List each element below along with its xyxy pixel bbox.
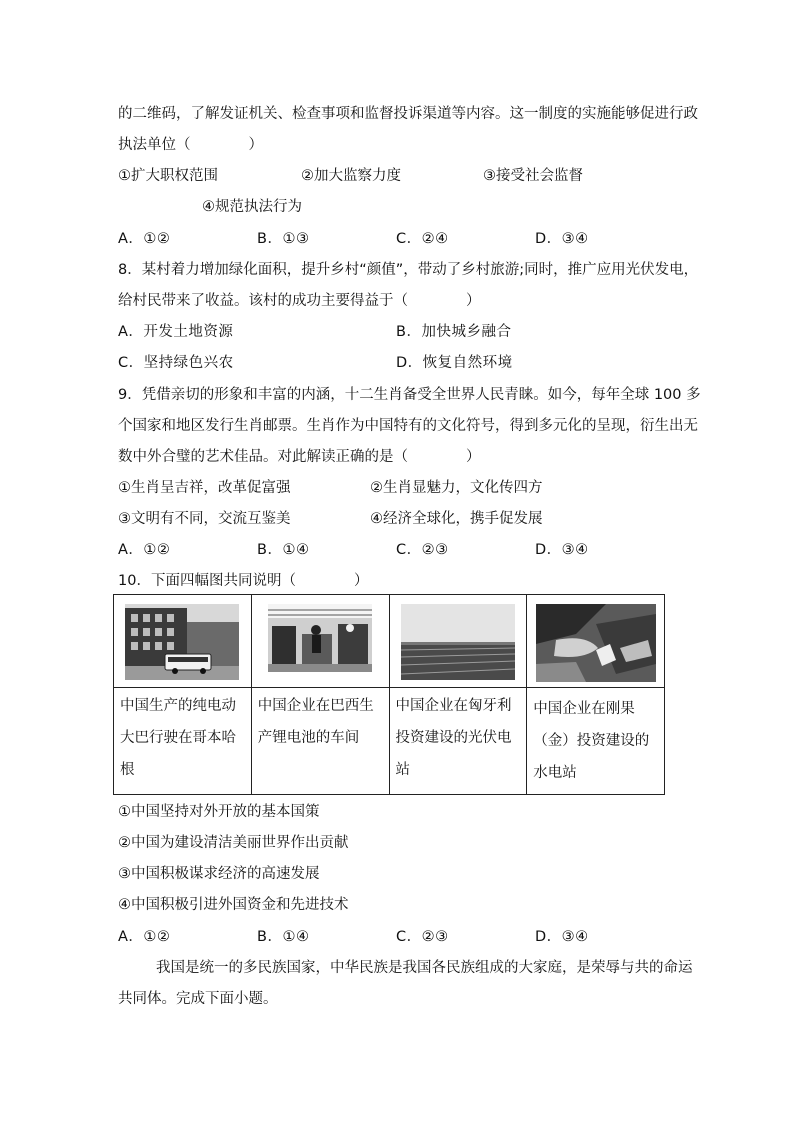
q8-option-b[interactable]: B．加快城乡融合 <box>396 324 512 340</box>
q10-statement-1: ①中国坚持对外开放的基本国策 <box>118 804 320 820</box>
q10-option-d[interactable]: D．③④ <box>535 929 589 945</box>
image-cell-battery-workshop <box>251 595 389 688</box>
q10-stem-line-1: 10．下面四幅图共同说明（ ） <box>118 573 369 589</box>
q10-statement-4: ④中国积极引进外国资金和先进技术 <box>118 897 349 913</box>
q8-option-a[interactable]: A．开发土地资源 <box>118 324 234 340</box>
q7-stem-line-1: 的二维码，了解发证机关、检查事项和监督投诉渠道等内容。这一制度的实施能够促进行政 <box>118 106 698 122</box>
q9-option-d[interactable]: D．③④ <box>535 542 589 558</box>
q9-statement-1: ①生肖呈吉祥，改革促富强 <box>118 480 291 496</box>
q10-image-table <box>113 594 665 795</box>
q9-statement-4: ④经济全球化，携手促发展 <box>370 511 543 527</box>
q9-statement-2: ②生肖显魅力，文化传四方 <box>370 480 543 496</box>
q7-statement-2: ②加大监察力度 <box>301 168 401 184</box>
caption-bus: 中国生产的纯电动大巴行驶在哥本哈根 <box>114 688 252 795</box>
q9-option-c[interactable]: C．②③ <box>396 542 449 558</box>
q7-option-a[interactable]: A．①② <box>118 231 171 247</box>
hydro-station-photo <box>536 604 656 682</box>
caption-hydro-station: 中国企业在刚果（金）投资建设的水电站 <box>527 688 665 795</box>
image-cell-bus <box>114 595 252 688</box>
q10-option-b[interactable]: B．①④ <box>257 929 310 945</box>
q10-statement-3: ③中国积极谋求经济的高速发展 <box>118 866 320 882</box>
q7-option-d[interactable]: D．③④ <box>535 231 589 247</box>
q10-option-c[interactable]: C．②③ <box>396 929 449 945</box>
q9-option-b[interactable]: B．①④ <box>257 542 310 558</box>
solar-plant-photo <box>401 604 515 680</box>
q7-statement-1: ①扩大职权范围 <box>118 168 218 184</box>
q7-statement-3: ③接受社会监督 <box>483 168 583 184</box>
q7-option-c[interactable]: C．②④ <box>396 231 449 247</box>
caption-solar-plant: 中国企业在匈牙利投资建设的光伏电站 <box>389 688 527 795</box>
q10-option-a[interactable]: A．①② <box>118 929 171 945</box>
q9-stem-line-3: 数中外合璧的艺术佳品。对此解读正确的是（ ） <box>118 449 481 465</box>
q7-option-b[interactable]: B．①③ <box>257 231 310 247</box>
image-cell-solar-plant <box>389 595 527 688</box>
caption-battery-workshop: 中国企业在巴西生产锂电池的车间 <box>251 688 389 795</box>
q7-statement-4: ④规范执法行为 <box>202 199 302 215</box>
q7-stem-line-2: 执法单位（ ） <box>118 137 263 153</box>
q9-stem-line-1: 9．凭借亲切的形象和丰富的内涵，十二生肖备受全世界人民青睐。如今，每年全球 100 多 <box>118 387 701 403</box>
q8-option-c[interactable]: C．坚持绿色兴农 <box>118 355 234 371</box>
battery-workshop-photo <box>268 604 372 672</box>
q8-option-d[interactable]: D．恢复自然环境 <box>396 355 513 371</box>
q9-statement-3: ③文明有不同，交流互鉴美 <box>118 511 291 527</box>
q8-stem-line-2: 给村民带来了收益。该村的成功主要得益于（ ） <box>118 293 481 309</box>
q9-option-a[interactable]: A．①② <box>118 542 171 558</box>
intro-line-1: 我国是统一的多民族国家，中华民族是我国各民族组成的大家庭，是荣辱与共的命运 <box>156 960 693 976</box>
q9-stem-line-2: 个国家和地区发行生肖邮票。生肖作为中国特有的文化符号，得到多元化的呈现，衍生出无 <box>118 418 698 434</box>
q8-stem-line-1: 8．某村着力增加绿化面积，提升乡村“颜值”，带动了乡村旅游;同时，推广应用光伏发电， <box>118 262 699 278</box>
electric-bus-photo <box>125 604 239 680</box>
q10-statement-2: ②中国为建设清洁美丽世界作出贡献 <box>118 835 349 851</box>
image-cell-hydro-station <box>527 595 665 688</box>
intro-line-2: 共同体。完成下面小题。 <box>118 991 278 1007</box>
